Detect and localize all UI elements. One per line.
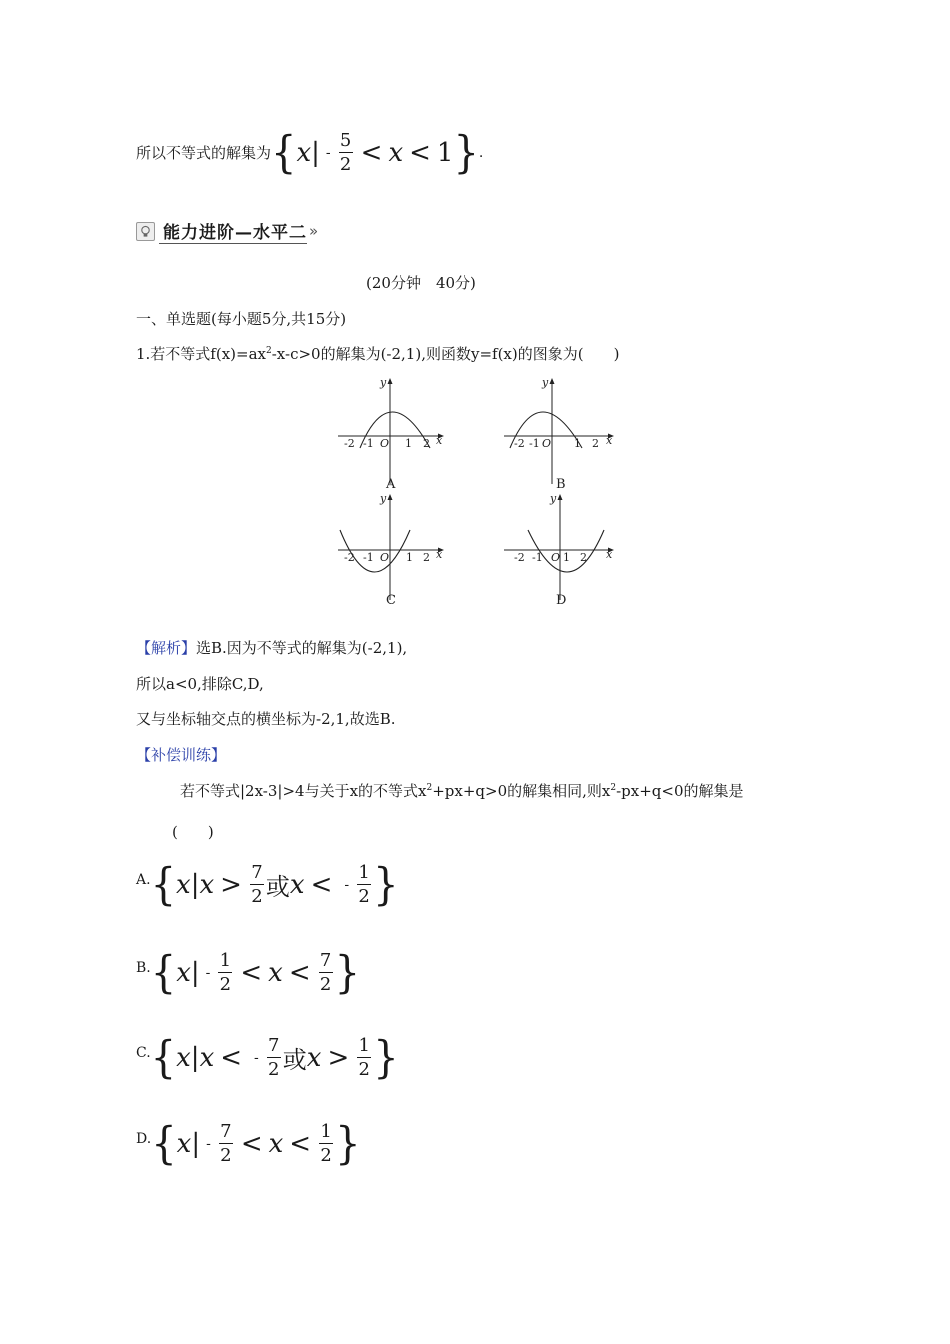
graph-a-origin: O xyxy=(380,437,390,450)
graph-c-tick: -2 xyxy=(344,551,355,564)
option-c-label: C. xyxy=(136,1045,151,1061)
answer-set: { x | - $\frac{5}{2}$ < x < 1 } . xyxy=(271,127,484,178)
graph-d-y: y xyxy=(550,492,557,505)
chevron-icon: » xyxy=(309,222,319,240)
graph-d-origin: O xyxy=(551,551,561,564)
option-d-label: D. xyxy=(136,1131,152,1147)
fraction: $\frac{1}{2}$ xyxy=(358,1035,370,1080)
graph-b-y: y xyxy=(542,376,549,389)
graph-c-tick: 2 xyxy=(423,551,430,564)
graph-d xyxy=(504,492,614,606)
graph-b xyxy=(504,376,614,492)
graph-c-y: y xyxy=(380,492,387,505)
fraction: $\frac{7}{2}$ xyxy=(220,1121,232,1166)
graph-d-tick: -1 xyxy=(532,551,543,564)
graph-a-tick: -2 xyxy=(344,437,355,450)
fraction: $\frac{1}{2}$ xyxy=(219,950,232,995)
graph-b-label: B xyxy=(556,477,566,492)
graph-a-tick: 1 xyxy=(405,437,412,450)
graph-b-tick: 2 xyxy=(592,437,599,450)
graph-c-x: x xyxy=(436,548,443,561)
graph-c-tick: 1 xyxy=(406,551,413,564)
fraction: $\frac{1}{2}$ xyxy=(358,862,370,907)
fraction: $\frac{7}{2}$ xyxy=(319,950,332,995)
graph-d-tick: -2 xyxy=(514,551,525,564)
section-title: 能力进阶—水平二 xyxy=(159,218,307,244)
graph-b-x: x xyxy=(606,434,613,447)
graph-b-tick: -2 xyxy=(514,437,525,450)
option-b-label: B. xyxy=(136,960,151,976)
graph-a-label: A xyxy=(386,477,396,492)
option-a[interactable]: A. { x | x > $\frac{7}{2}$ 或 x < - $\frac{1}{2}$ } xyxy=(136,859,399,910)
graph-c-tick: -1 xyxy=(363,551,374,564)
graph-b-origin: O xyxy=(542,437,552,450)
graph-options xyxy=(330,376,650,606)
analysis-line-2: 所以a<0,排除C,D, xyxy=(136,675,264,693)
compensate-paren: ( ) xyxy=(172,823,214,841)
graph-a-tick: -1 xyxy=(363,437,374,450)
lightbulb-icon xyxy=(136,222,155,241)
option-c[interactable]: C. { x | x < - $\frac{7}{2}$ 或 x > $\frac{1}{2}$ } xyxy=(136,1032,399,1083)
option-b[interactable]: B. { x | - $\frac{1}{2}$ < x < $\frac{7}{2}$ } xyxy=(136,947,361,998)
analysis-line-1: 【解析】选B.因为不等式的解集为(-2,1), xyxy=(136,639,408,657)
graph-b-tick: 1 xyxy=(574,437,581,450)
graph-a-y: y xyxy=(380,376,387,389)
fraction: $\frac{7}{2}$ xyxy=(251,862,263,907)
answer-prefix: 所以不等式的解集为 xyxy=(136,144,272,162)
time-note: (20分钟 40分) xyxy=(366,274,476,292)
analysis-line-3: 又与坐标轴交点的横坐标为-2,1,故选B. xyxy=(136,710,396,728)
graph-d-tick: 1 xyxy=(563,551,570,564)
top-answer xyxy=(136,127,484,178)
graph-d-tick: 2 xyxy=(580,551,587,564)
analysis-tag: 【解析】 xyxy=(136,639,197,657)
fraction: $\frac{7}{2}$ xyxy=(268,1035,280,1080)
compensate-question: 若不等式|2x-3|>4与关于x的不等式$x^2+px+q>0$的解集相同,则$x^2-px+q<0$的解集是 xyxy=(180,782,744,800)
section-header xyxy=(136,220,318,242)
graph-a-x: x xyxy=(436,434,443,447)
graph-b-tick: -1 xyxy=(529,437,540,450)
graph-a xyxy=(338,376,444,492)
graph-c xyxy=(338,492,444,606)
fraction: $\frac{5}{2}$ xyxy=(339,130,352,175)
fraction: $\frac{1}{2}$ xyxy=(320,1121,332,1166)
graph-d-x: x xyxy=(606,548,613,561)
compensate-tag: 【补偿训练】 xyxy=(136,746,227,764)
graph-d-label: D xyxy=(556,593,567,606)
option-a-label: A. xyxy=(136,872,151,888)
graph-c-label: C xyxy=(386,593,396,606)
option-d[interactable]: D. { x | - $\frac{7}{2}$ < x < $\frac{1}{2}$ } xyxy=(136,1118,361,1169)
graph-a-tick: 2 xyxy=(423,437,430,450)
part-heading: 一、单选题(每小题5分,共15分) xyxy=(136,310,347,328)
question-1: 1.若不等式$f(x)=ax^2-x-c>0$的解集为(-2,1),则函数y=f(x)的图象为( ) xyxy=(136,345,620,363)
graph-c-origin: O xyxy=(380,551,390,564)
